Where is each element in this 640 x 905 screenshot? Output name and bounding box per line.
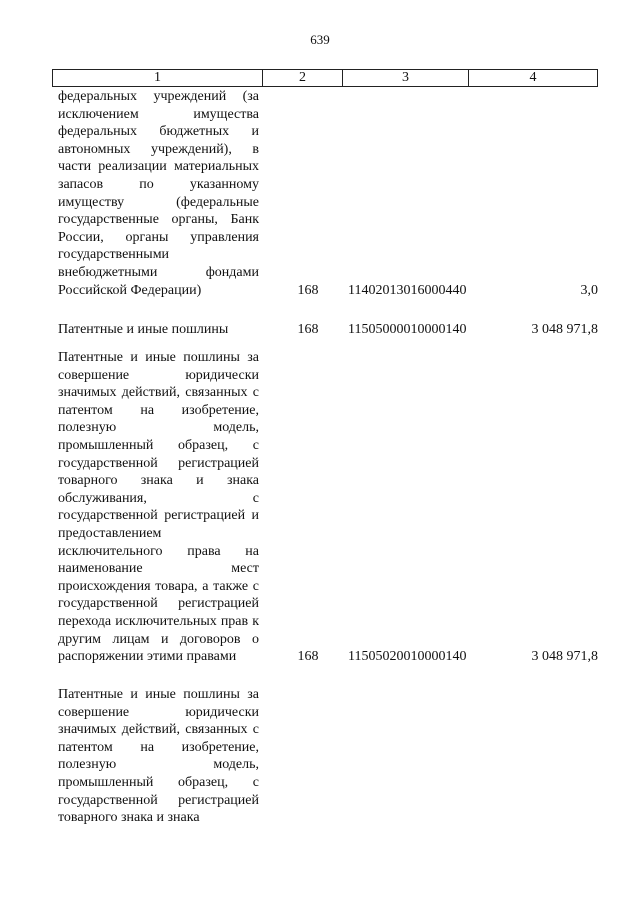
row-name: федеральных учреждений (за исключением имущества федеральных бюджетных и автономных учреждений), в части реализации материальных запасов по указанному имуществу (федеральные государственные органы, Банк России, органы управления государственными внебюджетными фондами Российской Федерации) — [58, 89, 259, 298]
table-row — [58, 686, 598, 827]
table-header — [52, 69, 598, 87]
row-name: Патентные и иные пошлины за совершение юридически значимых действий, связанных с патентом на изобретение, полезную модель, промышленный образец, с государственной регистрацией товарного знака и знака — [58, 687, 259, 826]
table-row — [58, 349, 598, 666]
table-row — [58, 321, 598, 339]
row-amount: 3 048 971,8 — [531, 649, 598, 665]
row-kbk: 11505020010000140 — [348, 649, 467, 665]
row-kbk: 11505000010000140 — [348, 322, 467, 337]
column-header-1: 1 — [53, 70, 263, 86]
row-kbk: 11402013016000440 — [348, 282, 467, 298]
row-amount: 3 048 971,8 — [531, 322, 598, 337]
row-amount: 3,0 — [580, 282, 598, 298]
column-header-4: 4 — [529, 70, 537, 85]
page-number: 639 — [310, 32, 330, 47]
row-admin-code: 168 — [297, 649, 319, 665]
column-header-2: 2 — [263, 70, 343, 86]
column-header-3: 3 — [343, 70, 469, 86]
row-name: Патентные и иные пошлины — [58, 322, 229, 337]
row-admin-code: 168 — [297, 282, 319, 298]
table-row — [58, 88, 598, 299]
row-admin-code: 168 — [297, 322, 319, 337]
row-name: Патентные и иные пошлины за совершение юридически значимых действий, связанных с патентом на изобретение, полезную модель, промышленный образец, с государственной регистрацией товарного знака и знака обслуживания, с государственной регистрацией и предоставлением исключительного права на наименование мест происхождения товара, а также с государственной регистрацией перехода исключительных прав к другим лицам и договоров о распоряжении этими правами — [58, 350, 259, 665]
